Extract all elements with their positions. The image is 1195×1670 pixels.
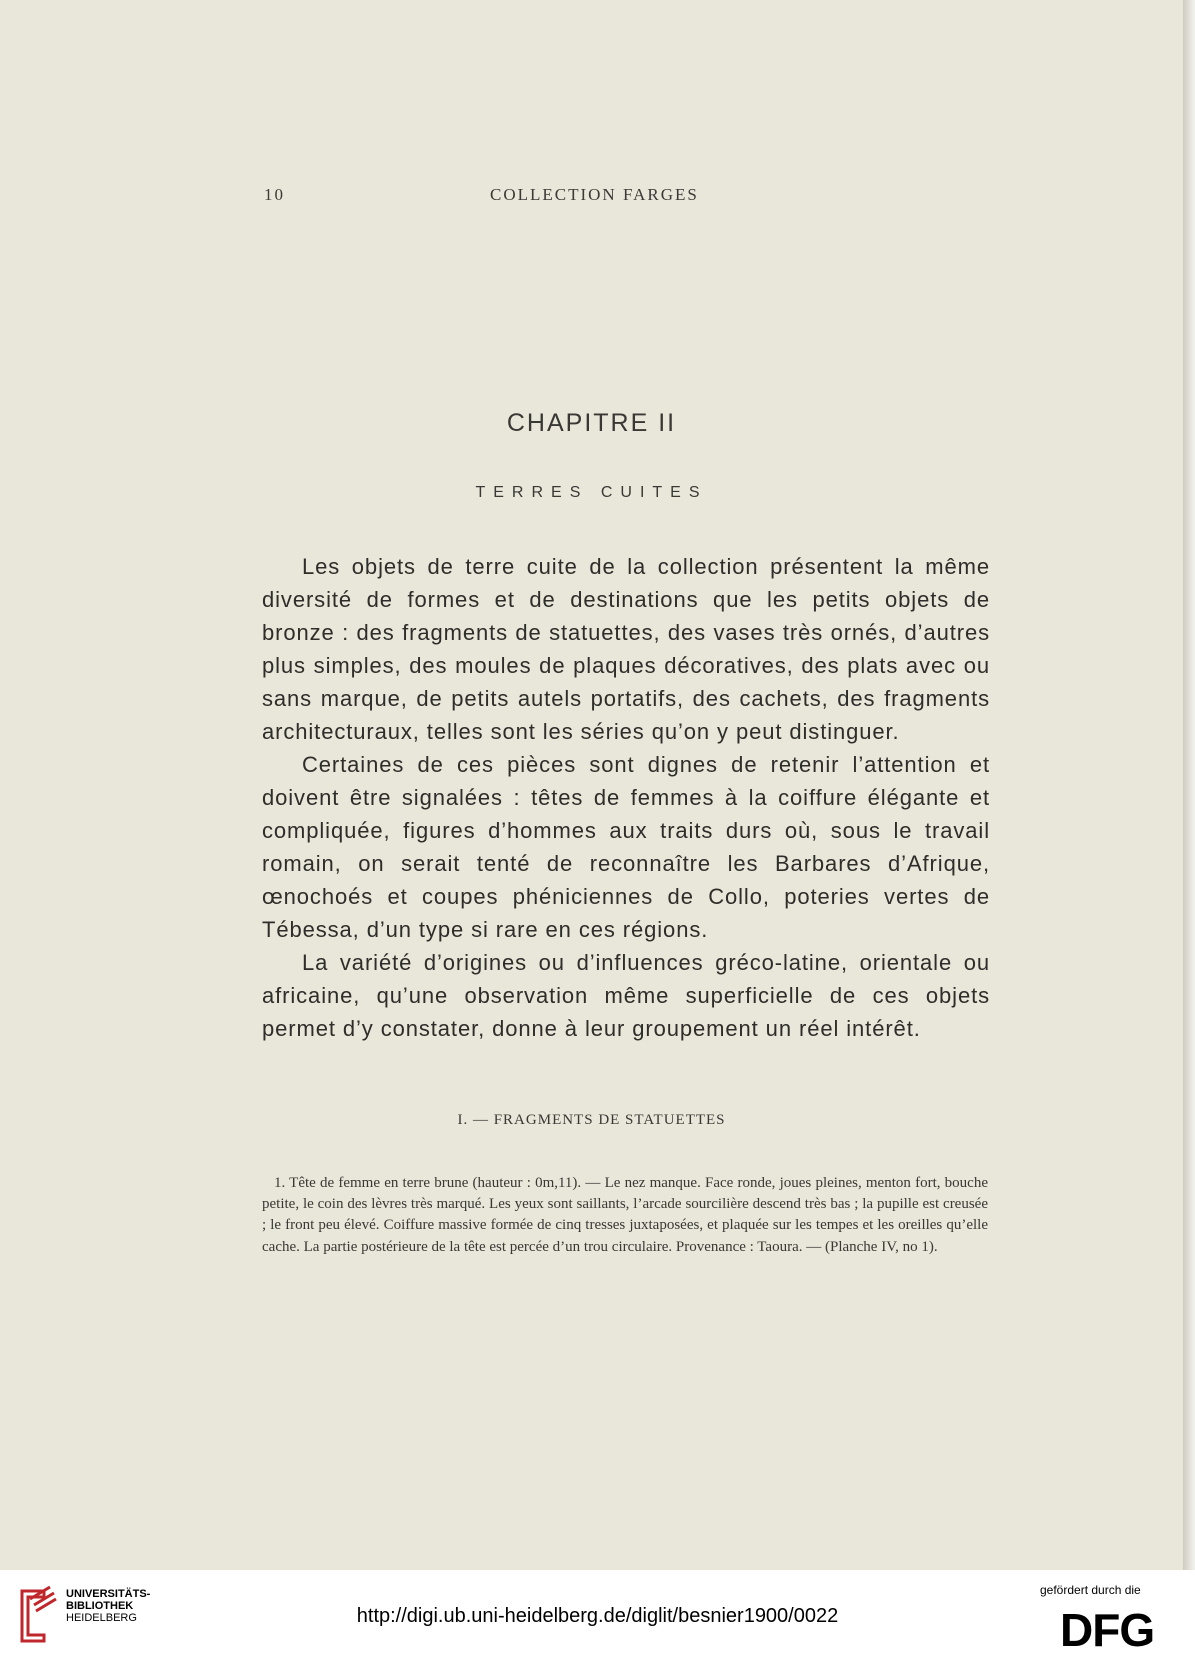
body-text — [262, 550, 990, 1045]
section-heading: I. — FRAGMENTS DE STATUETTES — [457, 1112, 726, 1128]
library-line-2: BIBLIOTHEK — [66, 1600, 134, 1612]
paragraph-2: Certaines de ces pièces sont dignes de retenir l’attention et doivent être signalées : têtes de femmes à la coiffure élégante et compliquée, figures d’hommes aux traits durs où, sous le travail romain, on serait tenté de reconnaître les Barbares d’Afrique, œnochoés et coupes phéniciennes de Collo, poteries vertes de Tébessa, d’un type si rare en ces régions. — [262, 752, 990, 942]
library-line-1: UNIVERSITÄTS- — [66, 1588, 151, 1600]
funding-note: gefördert durch die — [1040, 1583, 1141, 1597]
paragraph-1: Les objets de terre cuite de la collection présentent la même diversité de formes et de destinations que les petits objets de bronze : des fragments de statuettes, des vases très ornés, d’autres plus simples, des moules de plaques décoratives, des plats avec ou sans marque, de petits autels portatifs, des cachets, des fragments architecturaux, telles sont les séries qu’on y peut distinguer. — [262, 554, 990, 744]
library-line-3: HEIDELBERG — [66, 1612, 137, 1624]
running-head: COLLECTION FARGES — [490, 185, 699, 204]
catalog-entry: 1. Tête de femme en terre brune (hauteur : 0m,11). — Le nez manque. Face ronde, joues pleines, menton fort, bouche petite, le coin des lèvres très marqué. Les yeux sont saillants, l’arcade sourcilière descend très bas ; la pupille est creusée ; le front peu élevé. Coiffure massive formée de cinq tresses juxtaposées, et plaquée sur les tempes et les oreilles qu’elle cache. La partie postérieure de la tête est percée d’un trou circulaire. Provenance : Taoura. — (Planche IV, no 1). — [262, 1175, 988, 1255]
page-number: 10 — [264, 185, 285, 204]
dfg-logo: DFG — [1060, 1604, 1155, 1656]
paragraph-3: La variété d’origines ou d’influences gréco-latine, orientale ou africaine, qu’une observation même superficielle de ces objets permet d’y constater, donne à leur groupement un réel intérêt. — [262, 950, 990, 1041]
page-edge — [1183, 0, 1195, 1570]
permalink-url[interactable]: http://digi.ub.uni-heidelberg.de/diglit/besnier1900/0022 — [356, 1605, 839, 1627]
chapter-subtitle: TERRES CUITES — [475, 484, 708, 501]
chapter-title: CHAPITRE II — [506, 409, 677, 437]
